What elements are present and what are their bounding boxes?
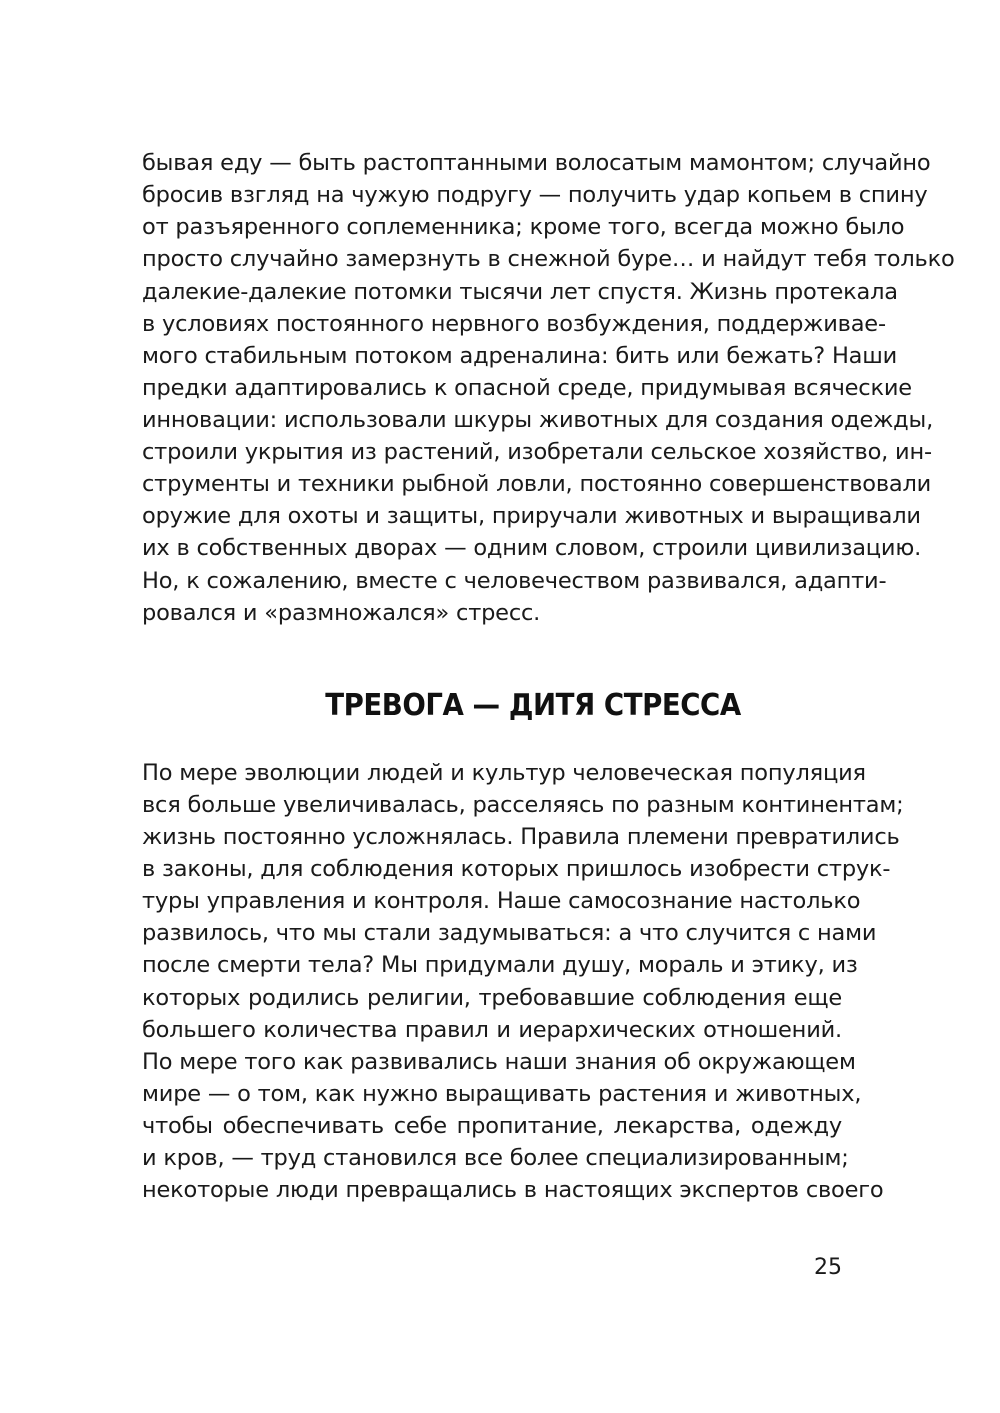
text-line: По мере того как развивались наши знания об окружающем [142, 1049, 856, 1075]
text-line: предки адаптировались к опасной среде, придумывая всяческие [142, 375, 912, 401]
text-line: бывая еду — быть растоптанными волосатым мамонтом; случайно [142, 150, 931, 176]
text-line: в законы, для соблюдения которых пришлось изобрести струк- [142, 856, 891, 882]
text-line: их в собственных дворах — одним словом, строили цивилизацию. [142, 535, 922, 561]
text-line: некоторые люди превращались в настоящих экспертов своего [142, 1177, 884, 1203]
text-line: которых родились религии, требовавшие соблюдения еще [142, 985, 842, 1011]
text-line: вся больше увеличивалась, расселяясь по разным континентам; [142, 792, 904, 818]
text-line: бросив взгляд на чужую подругу — получить удар копьем в спину [142, 182, 928, 208]
text-line: ровался и «размножался» стресс. [142, 600, 541, 626]
text-line: чтобы обеспечивать себе пропитание, лекарства, одежду [142, 1113, 842, 1139]
section-heading: ТРЕВОГА — ДИТЯ СТРЕССА [325, 688, 741, 723]
text-line: оружие для охоты и защиты, приручали животных и выращивали [142, 503, 921, 529]
page-number: 25 [814, 1255, 842, 1280]
text-line: и кров, — труд становился все более специализированным; [142, 1145, 849, 1171]
text-line: жизнь постоянно усложнялась. Правила племени превратились [142, 824, 900, 850]
text-line: большего количества правил и иерархических отношений. [142, 1017, 842, 1043]
text-line: строили укрытия из растений, изобретали сельское хозяйство, ин- [142, 439, 932, 465]
text-line: инновации: использовали шкуры животных для создания одежды, [142, 407, 934, 433]
text-line: просто случайно замерзнуть в снежной буре… и найдут тебя только [142, 246, 955, 272]
text-line: туры управления и контроля. Наше самосознание настолько [142, 888, 861, 914]
text-line: мире — о том, как нужно выращивать растения и животных, [142, 1081, 862, 1107]
text-line: в условиях постоянного нервного возбуждения, поддерживае- [142, 311, 886, 337]
text-line: развилось, что мы стали задумываться: а что случится с нами [142, 920, 877, 946]
text-line: от разъяренного соплеменника; кроме того, всегда можно было [142, 214, 905, 240]
text-line: По мере эволюции людей и культур человеческая популяция [142, 760, 866, 786]
text-line: мого стабильным потоком адреналина: бить или бежать? Наши [142, 343, 898, 369]
text-line: струменты и техники рыбной ловли, постоянно совершенствовали [142, 471, 932, 497]
text-line: Но, к сожалению, вместе с человечеством развивался, адапти- [142, 568, 887, 594]
text-line: далекие-далекие потомки тысячи лет спустя. Жизнь протекала [142, 279, 898, 305]
text-line: после смерти тела? Мы придумали душу, мораль и этику, из [142, 952, 858, 978]
